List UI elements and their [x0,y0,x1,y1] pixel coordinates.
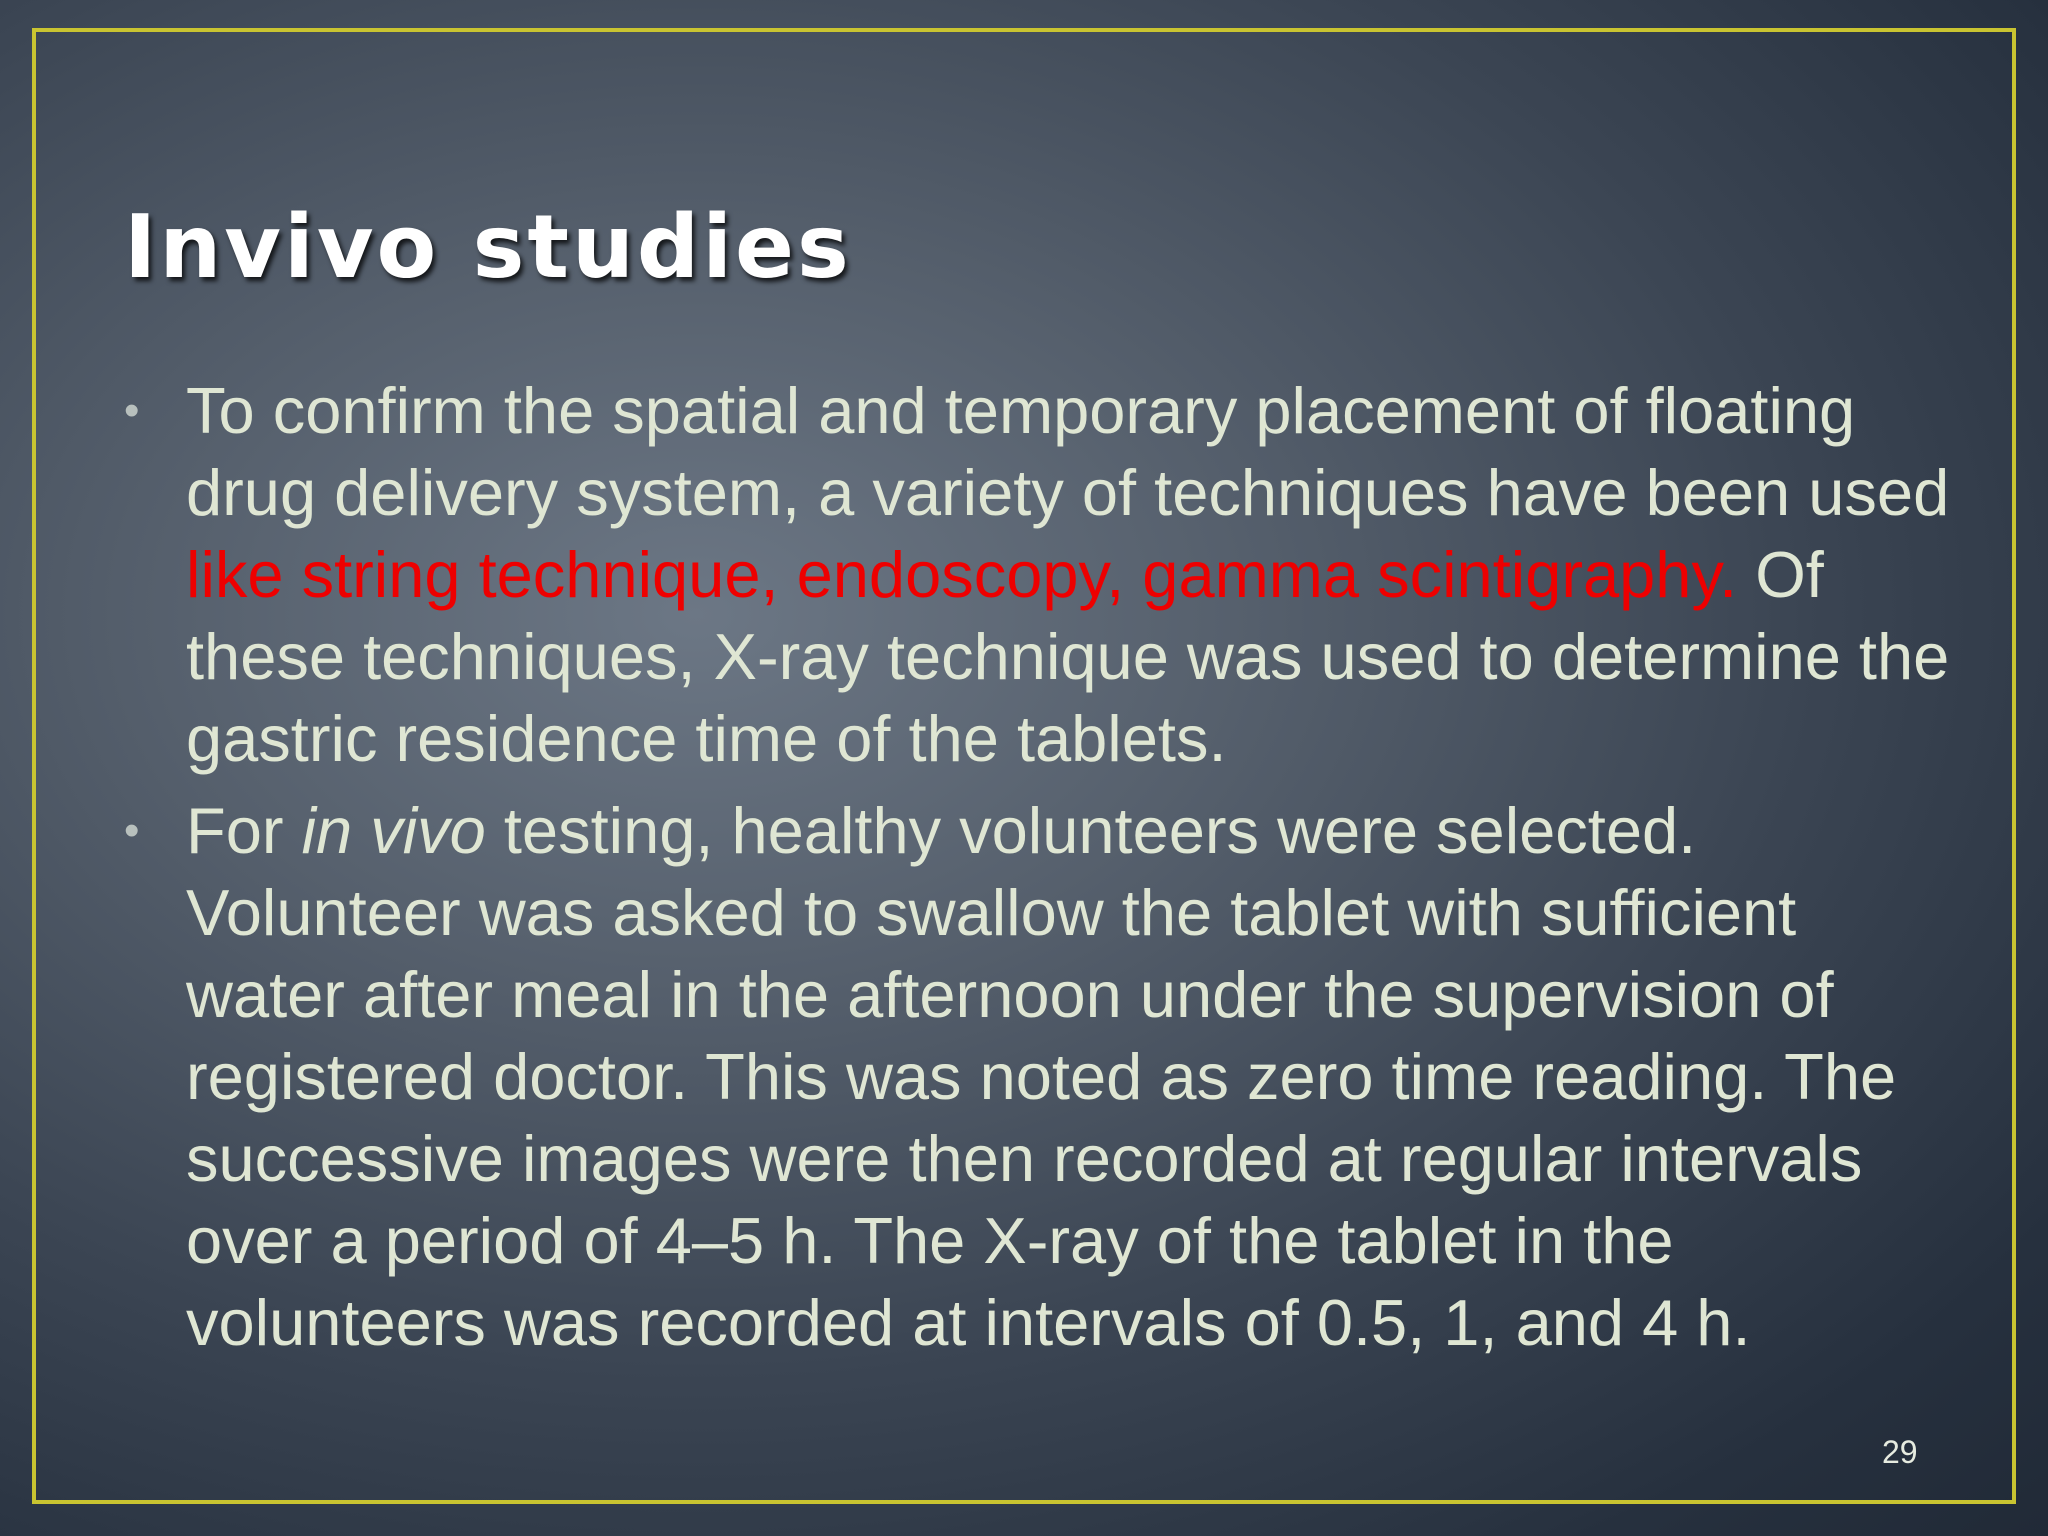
bullet-text: testing, healthy volunteers were selected. Volunteer was asked to swallow the tablet with sufficient water after meal in the afternoon under the supervision of registered doctor. This was noted as zero time reading. The successive images were then recorded at regular intervals over a period of 4–5 h. The X-ray of the tablet in the volunteers was recorded at intervals of 0.5, 1, and 4 h. [186,794,1897,1359]
slide-title: Invivo studies [124,196,852,298]
bullet-list [124,370,1950,1374]
bullet-dot-icon: • [124,806,140,855]
highlighted-techniques-text: like string technique, endoscopy, gamma scintigraphy. [186,538,1738,611]
bullet-text: Of these techniques, X-ray technique was used to determine the gastric residence time of the tablets. [186,538,1950,775]
bullet-item-in-vivo-testing [124,790,1950,1364]
bullet-text: For [186,794,302,867]
bullet-dot-icon: • [124,386,140,435]
slide-number: 29 [1882,1434,1918,1470]
bullet-text: To confirm the spatial and temporary placement of floating drug delivery system, a variety of techniques have been used [186,374,1950,529]
bullet-item-techniques [124,370,1950,780]
italic-in-vivo-text: in vivo [301,794,486,867]
